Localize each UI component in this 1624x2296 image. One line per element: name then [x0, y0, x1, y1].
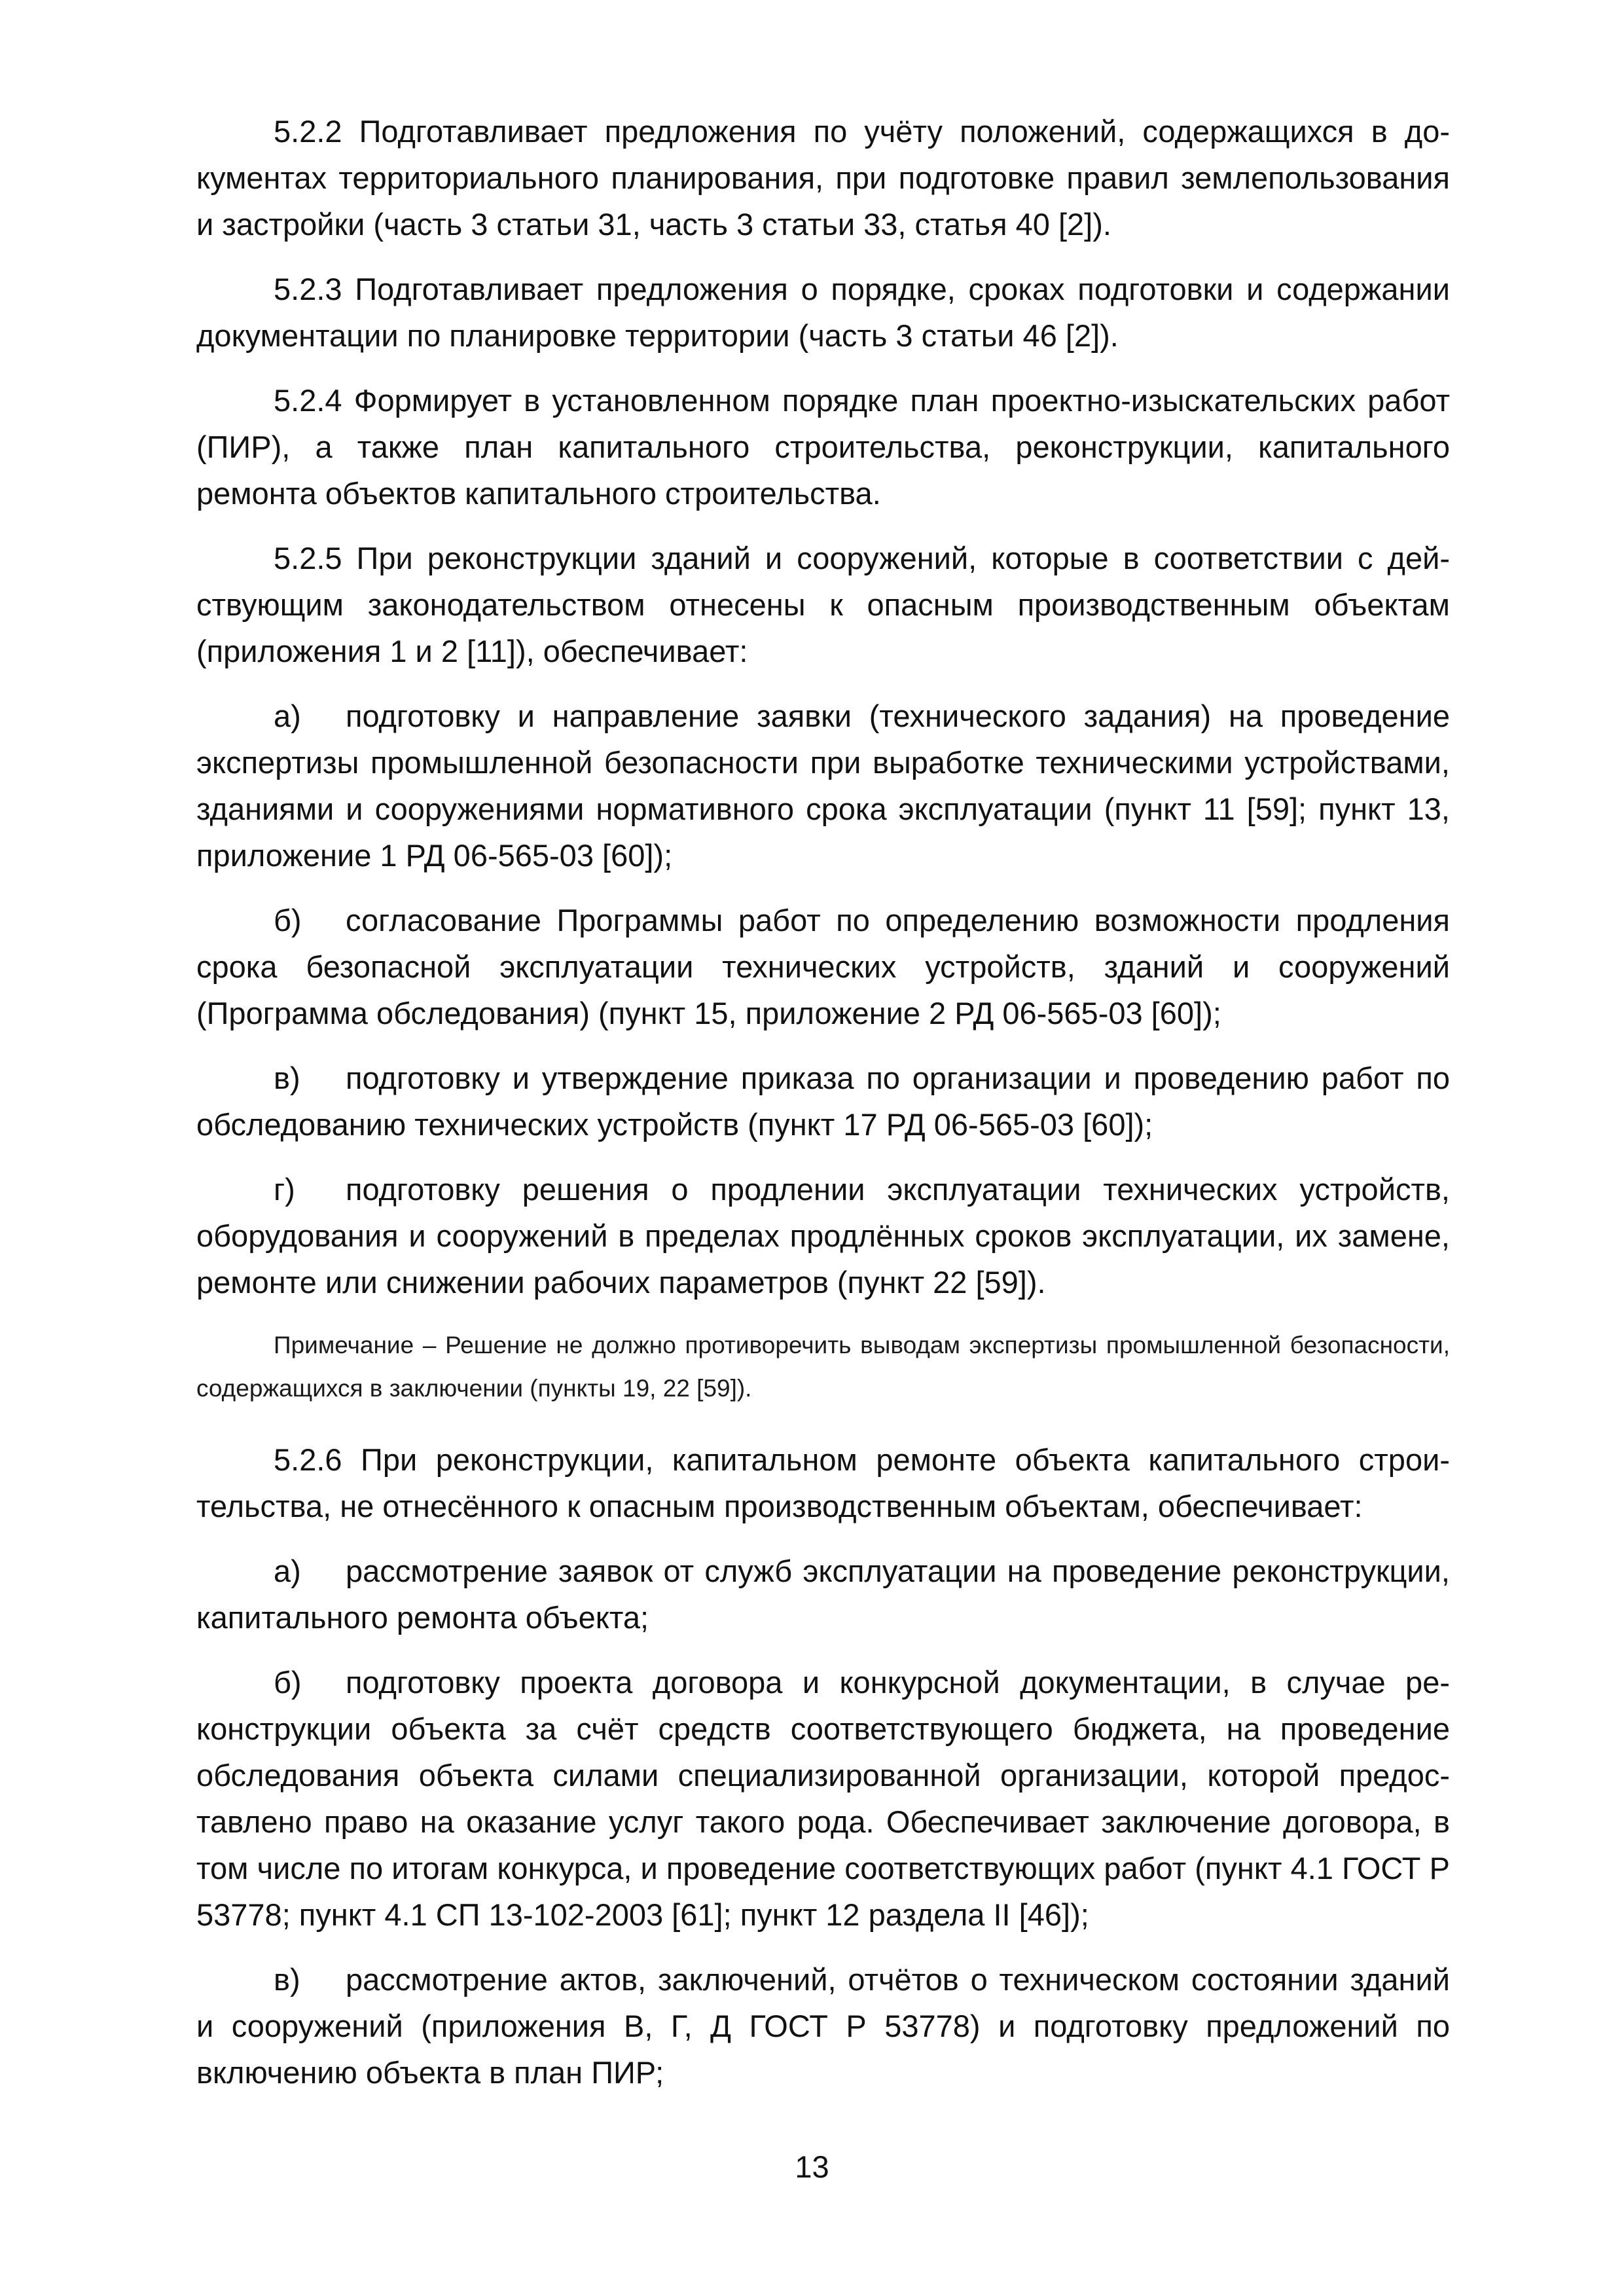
paragraph-5-2-4: 5.2.4 Формирует в установленном порядке план проектно-изыскательских работ (ПИР), а также план капитального строительства, реконструкции, капитального ремонта объектов капитального строительства.: [196, 383, 1450, 511]
paragraph-5-2-5: 5.2.5 При реконструкции зданий и сооружений, которые в соответствии с действующим законодательством отнесены к опасным производственным объектам (приложения 1 и 2 [11]), обеспечивает:: [196, 541, 1450, 668]
list-5-2-5: [196, 693, 1450, 1305]
paragraph-5-2-6: 5.2.6 При реконструкции, капитальном ремонте объекта капитального строительства, не отнесённого к опасным производственным объектам, обеспечивает:: [196, 1442, 1450, 1523]
list-item: [196, 1659, 1450, 1938]
list-item-marker: в): [274, 1962, 300, 1997]
list-item-marker: в): [274, 1061, 300, 1095]
note: Примечание – Решение не должно противоречить выводам экспертизы промышленной безопасности, содержащихся в заключении (пункты 19, 22 [59]).: [196, 1332, 1450, 1402]
list-item-text: подготовку проекта договора и конкурсной документации, в случае реконструкции объекта за счёт средств соответствующего бюджета, на проведение обследования объекта силами специализированной организации, которой предоставлено право на оказание услуг такого рода. Обеспечивает заключение договора, в том числе по итогам конкурса, и проведение соответствующих работ (пункт 4.1 ГОСТ Р 53778; пункт 4.1 СП 13-102-2003 [61]; пункт 12 раздела II [46]);: [196, 1665, 1450, 1932]
list-item-text: подготовку и направление заявки (технического задания) на проведение экспертизы промышленной безопасности при выработке техническими устройствами, зданиями и сооружениями нормативного срока эксплуатации (пункт 11 [59]; пункт 13, приложение 1 РД 06-565-03 [60]);: [196, 699, 1450, 873]
list-item: [196, 1956, 1450, 2096]
list-item-marker: а): [274, 1554, 301, 1588]
list-item-marker: б): [274, 1665, 302, 1700]
paragraph-5-2-2: 5.2.2 Подготавливает предложения по учёту положений, содержащихся в документах территориального планирования, при подготовке правил землепользования и застройки (часть 3 статьи 31, часть 3 статьи 33, статья 40 [2]).: [196, 114, 1450, 242]
list-item-marker: а): [274, 699, 301, 733]
list-item-text: подготовку решения о продлении эксплуатации технических устройств, оборудования и сооружений в пределах продлённых сроков эксплуатации, их замене, ремонте или снижении рабочих параметров (пункт 22 [59]).: [196, 1172, 1450, 1300]
list-item-marker: б): [274, 903, 302, 938]
list-item: [196, 1055, 1450, 1148]
page-content: [196, 108, 1450, 2114]
list-item-text: согласование Программы работ по определению возможности продления срока безопасной эксплуатации технических устройств, зданий и сооружений (Программа обследования) (пункт 15, приложение 2 РД 06-565-03 [60]);: [196, 903, 1450, 1030]
page-number: 13: [795, 2149, 829, 2184]
list-item: [196, 693, 1450, 879]
list-5-2-6: [196, 1548, 1450, 2096]
list-item: [196, 897, 1450, 1036]
list-item-text: рассмотрение заявок от служб эксплуатации на проведение реконструкции, капитального ремонта объекта;: [196, 1554, 1450, 1635]
list-item-text: подготовку и утверждение приказа по организации и проведению работ по обследованию технических устройств (пункт 17 РД 06-565-03 [60]);: [196, 1061, 1450, 1142]
list-item: [196, 1548, 1450, 1641]
list-item-text: рассмотрение актов, заключений, отчётов о техническом состоянии зданий и сооружений (приложения В, Г, Д ГОСТ Р 53778) и подготовку предложений по включению объекта в план ПИР;: [196, 1962, 1450, 2090]
paragraph-5-2-3: 5.2.3 Подготавливает предложения о порядке, сроках подготовки и содержании документации по планировке территории (часть 3 статьи 46 [2]).: [196, 272, 1450, 353]
list-item: [196, 1166, 1450, 1305]
list-item-marker: г): [274, 1172, 295, 1207]
